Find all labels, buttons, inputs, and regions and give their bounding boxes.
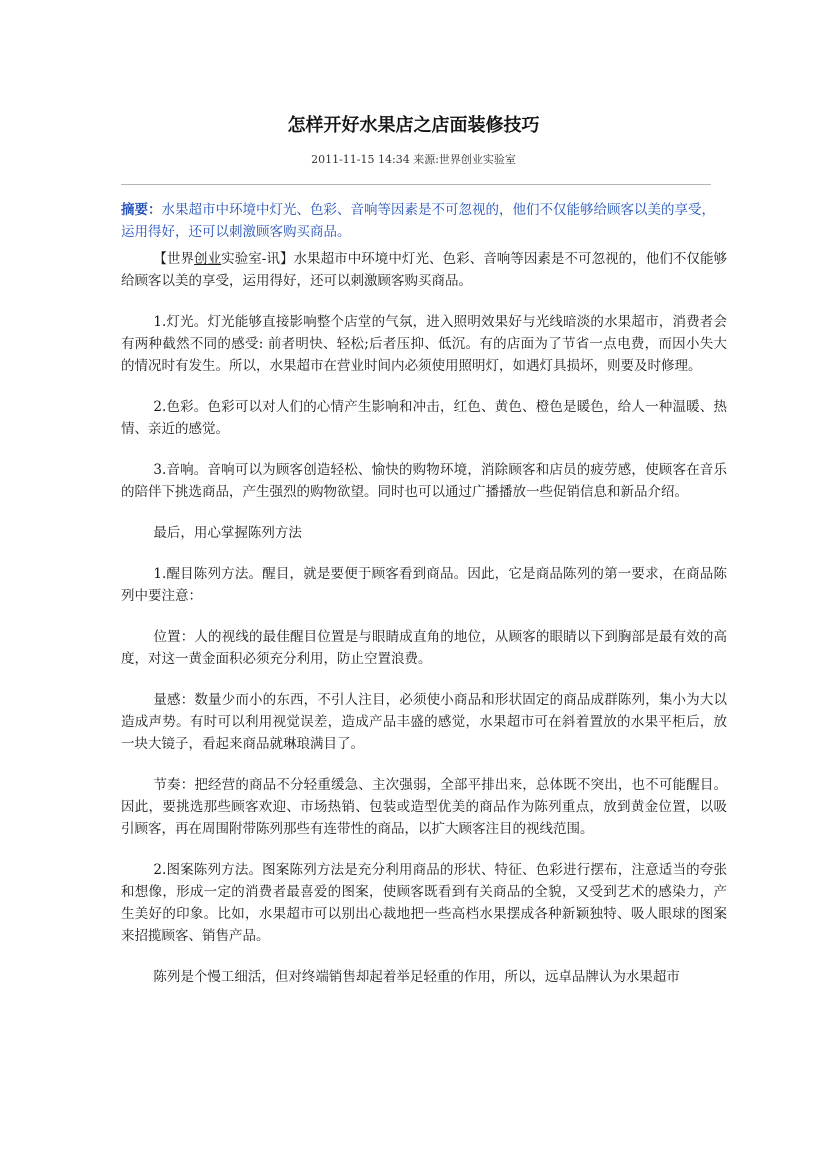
article-body [121,248,727,1007]
body-paragraph: 2.色彩。色彩可以对人们的心情产生影响和冲击，红色、黄色、橙色是暖色，给人一种温暖、热情、亲近的感觉。 [121,399,727,437]
abstract-text: 水果超市中环境中灯光、色彩、音响等因素是不可忽视的，他们不仅能够给顾客以美的享受，运用得好，还可以刺激顾客购买商品。 [121,202,715,240]
intro-text: 实验室-讯】水果超市中环境中灯光、色彩、音响等因素是不可忽视的，他们不仅能够给顾客以美的享受，运用得好，还可以刺激顾客购买商品。 [121,251,728,289]
body-paragraph: 位置：人的视线的最佳醒目位置是与眼睛成直角的地位，从顾客的眼睛以下到胸部是最有效的高度，对这一黄金面积必须充分利用，防止空置浪费。 [121,629,727,667]
body-paragraph: 最后，用心掌握陈列方法 [153,525,302,541]
body-paragraph: 陈列是个慢工细活，但对终端销售却起着举足轻重的作用，所以，远卓品牌认为水果超市 [153,969,680,985]
article-meta: 2011-11-15 14:34 来源:世界创业实验室 [311,153,516,166]
intro-link[interactable]: 创业 [194,251,222,267]
article-abstract [121,199,721,243]
body-paragraph: 1.醒目陈列方法。醒目，就是要便于顾客看到商品。因此，它是商品陈列的第一要求，在商品陈列中要注意： [121,566,727,604]
intro-paragraph [121,248,727,292]
body-paragraph: 1.灯光。灯光能够直接影响整个店堂的气氛，进入照明效果好与光线暗淡的水果超市，消费者会有两种截然不同的感受: 前者明快、轻松;后者压抑、低沉。有的店面为了节省一点电费，而因小失大的情况时有发生。所以，水果超市在营业时间内必须使用照明灯，如遇灯具损坏，则要及时修理。 [121,314,727,374]
body-paragraph: 节奏：把经营的商品不分轻重缓急、主次强弱，全部平排出来，总体既不突出，也不可能醒目。因此，要挑选那些顾客欢迎、市场热销、包装或造型优美的商品作为陈列重点，放到黄金位置，以吸引顾客，再在周围附带陈列那些有连带性的商品，以扩大顾客注目的视线范围。 [121,777,727,837]
body-paragraph: 3.音响。音响可以为顾客创造轻松、愉快的购物环境，消除顾客和店员的疲劳感，使顾客在音乐的陪伴下挑选商品，产生强烈的购物欲望。同时也可以通过广播播放一些促销信息和新品介绍。 [121,462,727,500]
abstract-label: 摘要： [121,202,162,218]
body-paragraph: 量感：数量少而小的东西，不引人注目，必须使小商品和形状固定的商品成群陈列，集小为大以造成声势。有时可以利用视觉误差，造成产品丰盛的感觉，水果超市可在斜着置放的水果平柜后，放一块大镜子，看起来商品就琳琅满目了。 [121,692,727,752]
article-title: 怎样开好水果店之店面装修技巧 [287,115,540,136]
intro-prefix: 【世界 [153,251,195,267]
body-paragraph: 2.图案陈列方法。图案陈列方法是充分利用商品的形状、特征、色彩进行摆布，注意适当的夸张和想像，形成一定的消费者最喜爱的图案，使顾客既看到有关商品的全貌，又受到艺术的感染力，产生美好的印象。比如，水果超市可以别出心裁地把一些高档水果摆成各种新颖独特、吸人眼球的图案来招揽顾客、销售产品。 [121,862,727,944]
header-divider [121,184,711,185]
